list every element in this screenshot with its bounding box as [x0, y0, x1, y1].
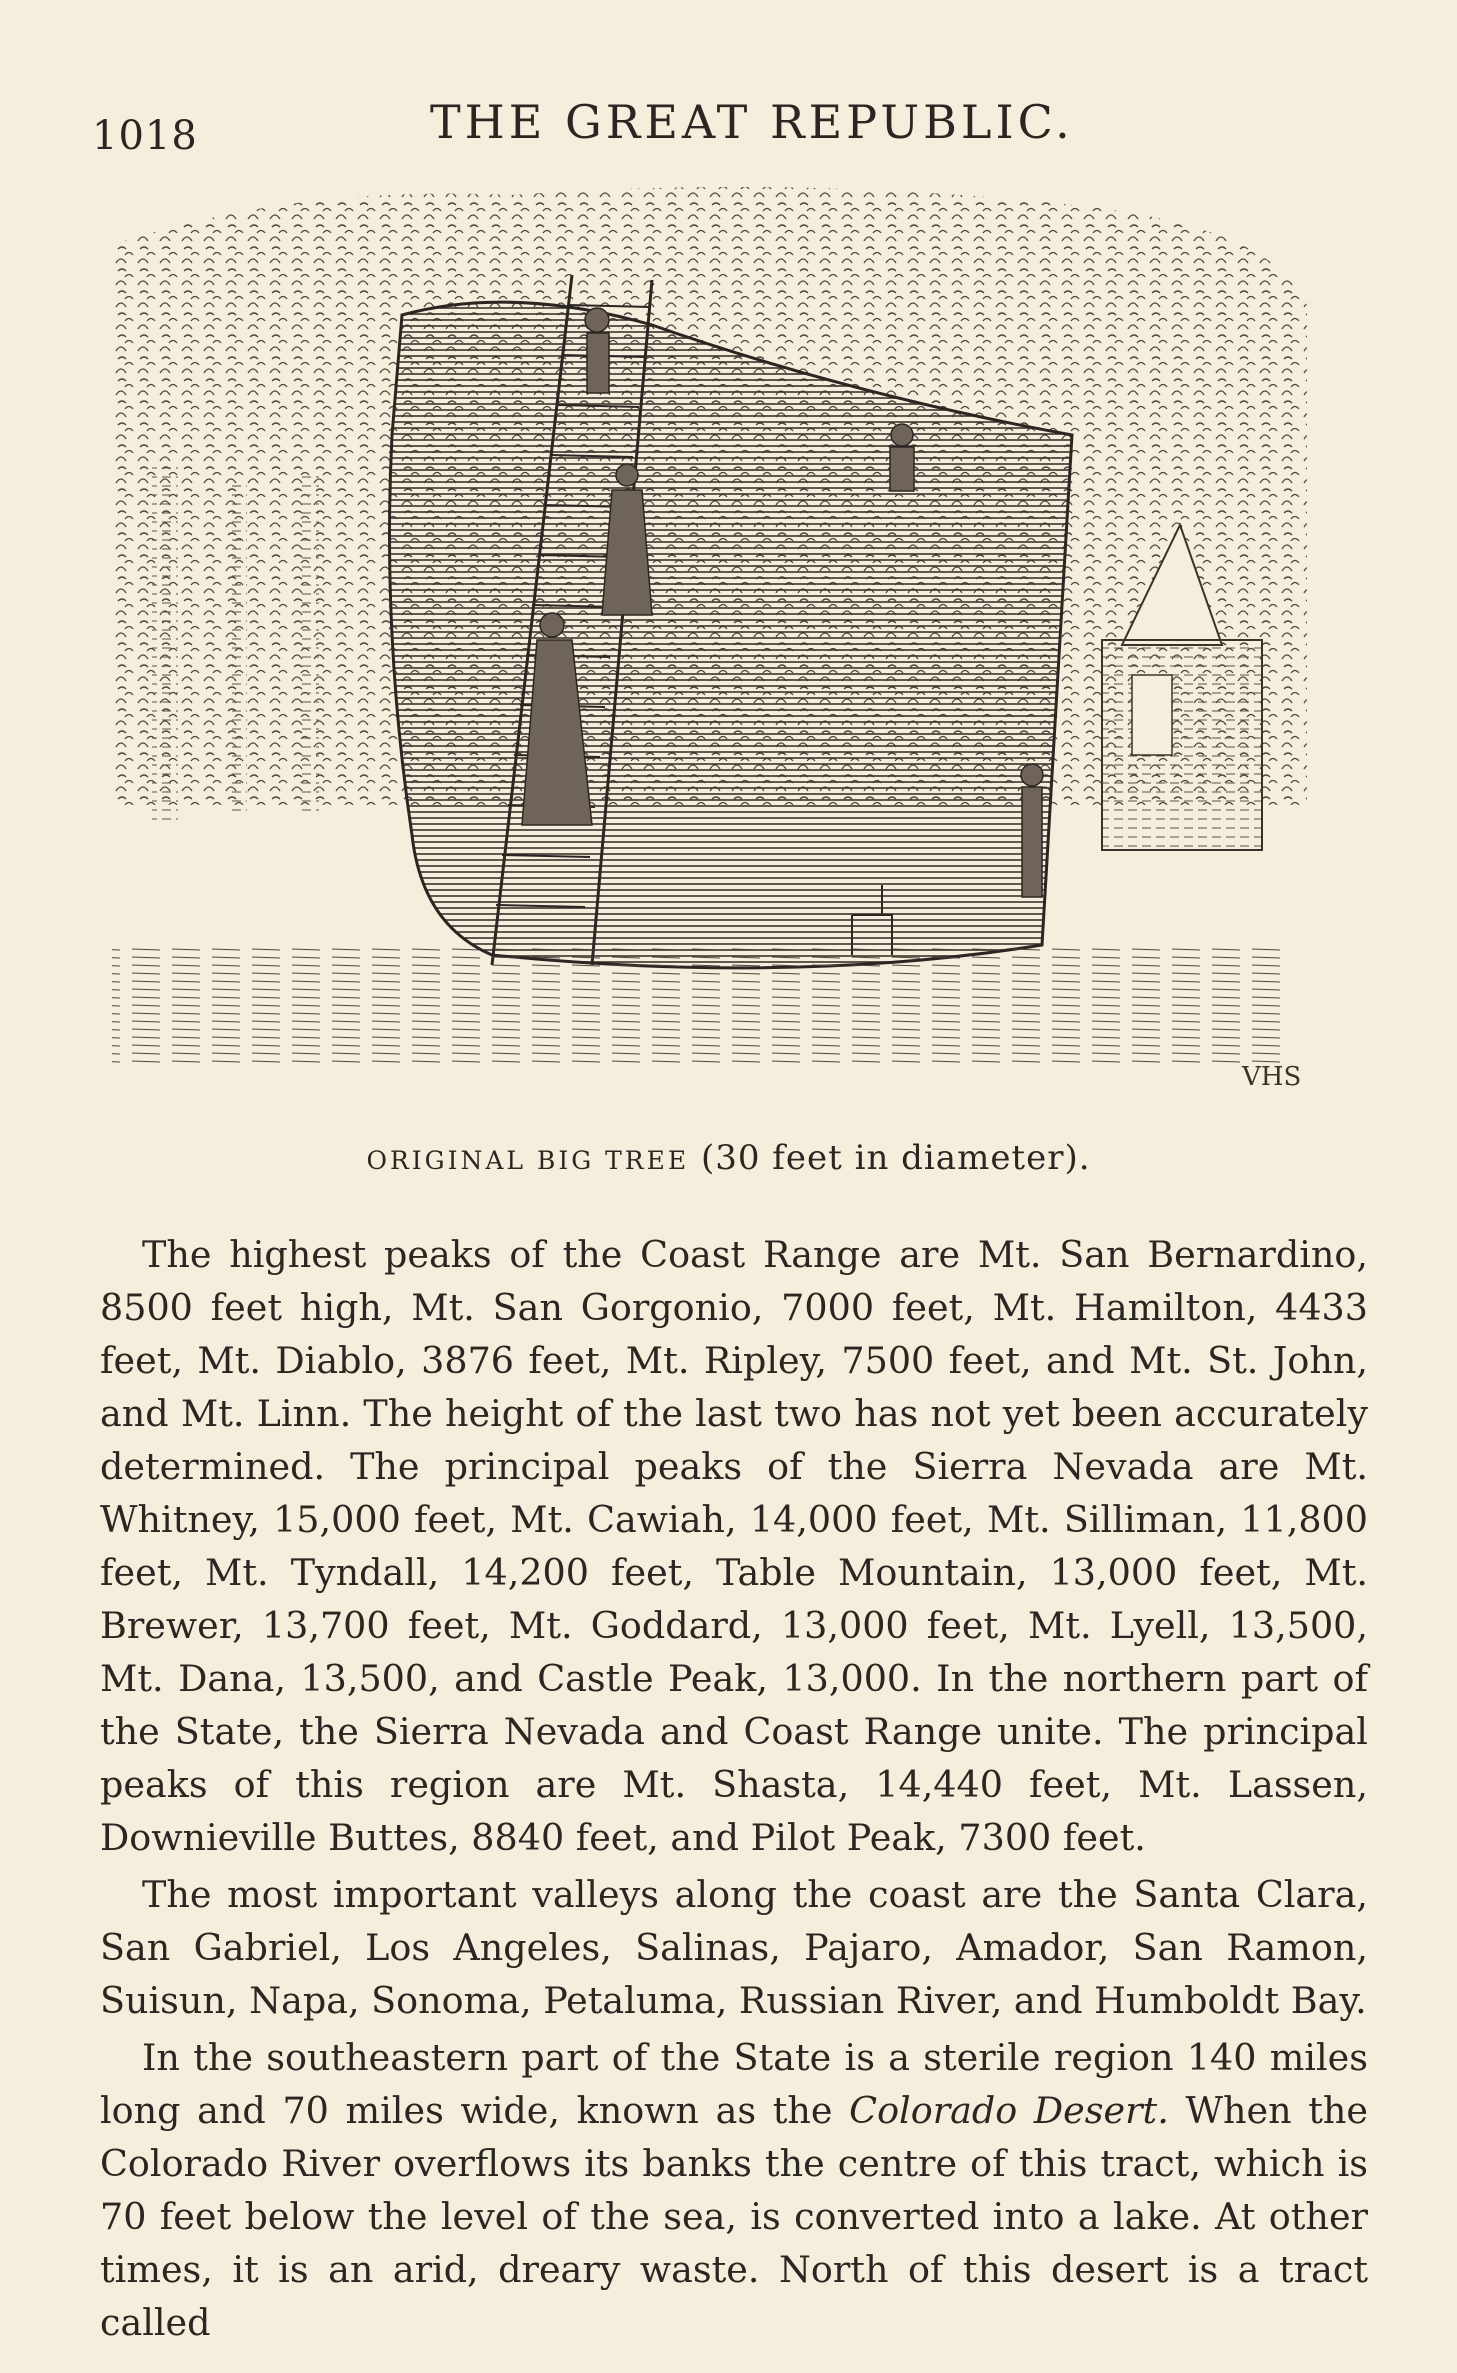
- paragraph-3-end: When the Colorado River overflows its banks the centre of this tract, which is 70 feet below the level of the sea, is converted into a lake. At other times, it is an arid, dreary waste. North of this desert is a tract called: [100, 2089, 1368, 2344]
- engraving-original-big-tree: [92, 185, 1322, 1095]
- figure-caption: [0, 1138, 1457, 1178]
- paragraph-1: The highest peaks of the Coast Range are Mt. San Bernardino, 8500 feet high, Mt. San Gorgonio, 7000 feet, Mt. Hamilton, 4433 feet, Mt. Diablo, 3876 feet, Mt. Ripley, 7500 feet, and Mt. St. John, and Mt. Linn. The height of the last two has not yet been accurately determined. The principal peaks of the Sierra Nevada are Mt. Whitney, 15,000 feet, Mt. Cawiah, 14,000 feet, Mt. Silliman, 11,800 feet, Mt. Tyndall, 14,200 feet, Table Mountain, 13,000 feet, Mt. Brewer, 13,700 feet, Mt. Goddard, 13,000 feet, Mt. Lyell, 13,500, Mt. Dana, 13,500, and Castle Peak, 13,000. In the northern part of the State, the Sierra Nevada and Coast Range unite. The principal peaks of this region are Mt. Shasta, 14,440 feet, Mt. Lassen, Downieville Buttes, 8840 feet, and Pilot Peak, 7300 feet.: [100, 1233, 1368, 1859]
- caption-title: ORIGINAL BIG TREE: [366, 1146, 690, 1175]
- page-number: 1018: [92, 113, 198, 159]
- body-text: [100, 1228, 1368, 2349]
- paragraph-3-start: In the southeastern part of the State is a sterile region 140 miles long and 70 miles wide, known as the: [100, 2036, 1368, 2132]
- ground-hatching: [112, 945, 1292, 1065]
- paragraph-2: The most important valleys along the coast are the Santa Clara, San Gabriel, Los Angeles, Salinas, Pajaro, Amador, San Ramon, Suisun, Napa, Sonoma, Petaluma, Russian River, and Humboldt Bay.: [100, 1873, 1368, 2022]
- colorado-desert-italic: Colorado Desert.: [849, 2089, 1169, 2132]
- running-title: THE GREAT REPUBLIC.: [430, 95, 1074, 149]
- paragraph-3: [100, 2031, 1368, 2349]
- engraver-signature: VHS: [1242, 1062, 1302, 1092]
- caption-note: (30 feet in diameter).: [700, 1138, 1091, 1178]
- page-header: [0, 95, 1457, 159]
